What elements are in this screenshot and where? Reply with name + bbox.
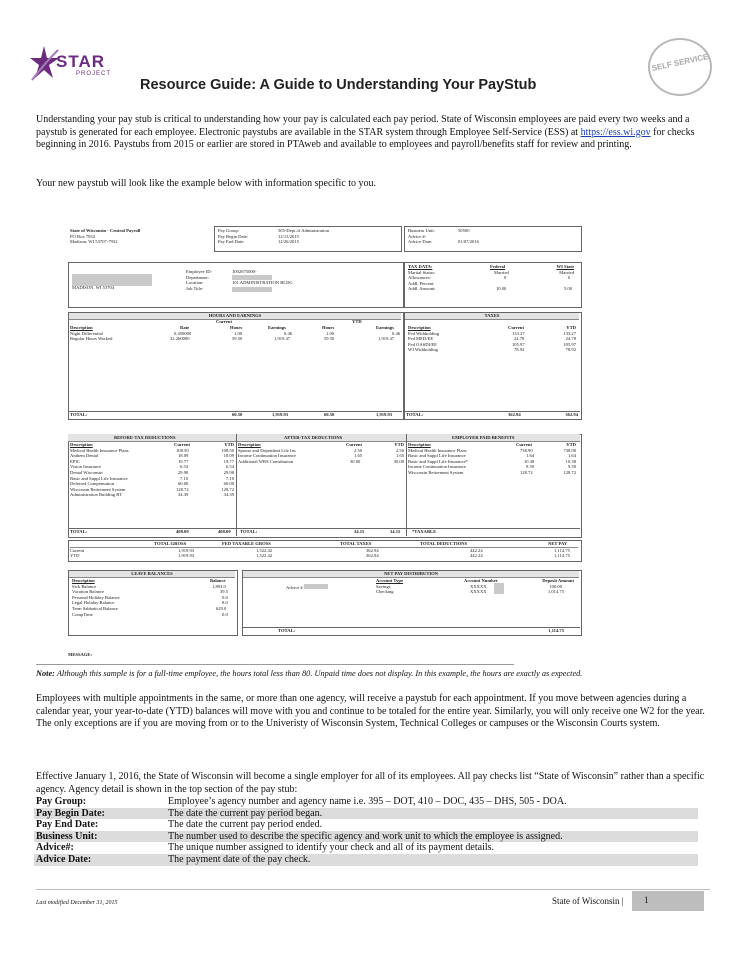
definition-term: Advice Date: (34, 854, 166, 866)
tax-line: Fed MED/EE 24.78 24.78 (408, 336, 576, 342)
hours-current-label: Current (216, 319, 232, 324)
deduction-row: Dental Wisconsin 29.98 29.98 (70, 469, 234, 475)
col-hours: Hours (230, 325, 243, 330)
benefit-row: Wisconsin Retirement System 128.72 128.72 (408, 469, 576, 475)
hours-earnings-title: HOURS AND EARNINGS (69, 313, 401, 320)
before-tax-table: Description Current YTD Medical Health Insurance Plans 108.50 108.50 Anthem Dental 18.09 18.09 EPIC 19.77 19.77 Vision Insurance 6.54 6.54 Dental Wisconsin 29.98 29.98 Basic and Suppl Life Insurance 7.10 7.10 Deferred Compensation 60.00 60.00 Wisconsin Retirement System 128.72 128.72 Administration Building BT 34.39 34.39 (70, 442, 234, 498)
intro-paragraph-2: Your new paystub will look like the example below with information specific to you. (36, 178, 377, 189)
bu-values (458, 228, 479, 245)
col-ytd-earnings: Earnings (376, 325, 394, 330)
employee-labels (186, 269, 212, 291)
definition-row (34, 808, 698, 820)
label-location: Location: (186, 280, 204, 286)
col-earnings: Earnings (268, 325, 286, 330)
summary-table: TOTAL GROSS FED TAXABLE GROSS TOTAL TAXES TOTAL DEDUCTIONS NET PAY Current 1,919.93 1,522.42 362.94 442.24 1,114.75 YTD 1,919.93 1,522.42 362.94 442.24 1,114.75 (70, 541, 578, 559)
paystub-sample (66, 222, 582, 662)
tax-line: Fed OASDI/EE 105.97 105.97 (408, 341, 576, 347)
page-number-box (632, 891, 704, 911)
taxes-total-row: TOTAL: 362.94 362.94 (406, 412, 578, 417)
hours-table (70, 325, 400, 342)
distribution-row: Savings XXXXX 100.00 (376, 583, 562, 589)
note (36, 669, 582, 678)
deduction-row: Anthem Dental 18.09 18.09 (70, 453, 234, 459)
value-pay-group: 505-Dept of Administration (278, 228, 330, 233)
label-job-title: Job Title: (186, 285, 204, 291)
note-rule (36, 664, 514, 665)
deduction-row: Medical Health Insurance Plans 108.50 108.50 (70, 447, 234, 453)
tax-line: WI Withholding 78.92 78.92 (408, 347, 576, 353)
intro-text-1: Understanding your pay stub is critical to understanding how your pay is calculated each pay period. State of Wisconsin employees are paid every two weeks and a paystub is generated for each employee. Electronic paystubs are available in the STAR system through Employee Self-Service (ESS) at (36, 114, 690, 138)
tax-col-federal: Federal (490, 264, 506, 269)
label-business-unit: Business Unit: (408, 228, 435, 233)
tax-row: Marital Status: Married Married (408, 269, 574, 275)
value-business-unit: 50500 (458, 228, 470, 233)
value-pay-begin: 12/13/2015 (278, 233, 299, 239)
definition-desc: The unique number assigned to identify your check and all of its payment details. (168, 842, 495, 854)
deduction-row: Vision Insurance 6.54 6.54 (70, 464, 234, 470)
deduction-row: Basic and Suppl Life Insurance 7.10 7.10 (70, 475, 234, 481)
value-advice-date: 01/07/2016 (458, 239, 479, 245)
taxes-table: Description Current YTD Fed Withholding 133.27 133.27 Fed MED/EE 24.78 24.78 Fed OASDI/EE 105.97 105.97 WI Withholding 78.92 78.92 (408, 325, 576, 353)
deduction-row: Spouse and Dependent Life Ins 2.50 2.50 (238, 447, 404, 453)
logo-subtext: PROJECT (76, 71, 112, 77)
footer-modified: Last modified December 31, 2015 (36, 900, 118, 906)
benefit-row: Basic and Suppl Life Insurance 1.64 1.64 (408, 453, 576, 459)
employer-po: PO Box 7932 (70, 233, 96, 239)
value-location: 101 ADMINISTRATION BLDG (232, 280, 293, 286)
footer-org: State of Wisconsin | (552, 896, 624, 906)
tax-row: Addl. Amount: 10.00 5.00 (408, 286, 572, 292)
divider (236, 434, 237, 536)
leave-row: CompTime 0.0 (72, 611, 228, 617)
definition-desc: The date the current pay period began. (166, 808, 698, 820)
employer-paid-title: EMPLOYER PAID BENEFITS (452, 435, 515, 440)
before-tax-title: BEFORE-TAX DEDUCTIONS (114, 435, 176, 440)
benefit-row: Basic and Suppl Life Insurance* 10.38 10.38 (408, 458, 576, 464)
advice-label: Advice # (286, 585, 303, 590)
definition-term: Business Unit: (34, 831, 166, 843)
star-logo (30, 42, 120, 87)
definition-desc: The payment date of the pay check. (166, 854, 698, 866)
after-tax-table: Description Current YTD Spouse and Dependent Life Ins 2.50 2.50 Income Continuation Insurance 1.65 1.65 Additional WRS Contribution 30.00 30.00 (238, 442, 404, 464)
single-employer-paragraph: Effective January 1, 2016, the State of Wisconsin will become a single employer for all of its employees. All pay checks list “State of Wisconsin” rather than a specific agency. Agency detail is shown in the top section of the pay stub: (36, 771, 705, 795)
distribution-row: Checking XXXXX 1,014.75 (376, 589, 564, 595)
label-employee-id: Employee ID: (186, 269, 212, 274)
net-pay-table: Account Type Account Number Deposit Amount Savings XXXXX 100.00 Checking XXXXX 1,014.75 (376, 578, 578, 595)
tax-row: Addl. Percent: (408, 280, 435, 286)
definition-term: Advice#: (36, 842, 74, 854)
earnings-row: Night Differential 0.450000 1.00 0.46 1.00 0.46 (70, 330, 401, 336)
intro-text-2: for checks beginning in 2016. Paystubs from 2015 or earlier are stored in PTAweb and available to employees and payroll/benefits staff for review and printing. (36, 126, 695, 150)
hours-total-label: TOTAL: (70, 412, 88, 417)
definition-desc: The date the current pay period ended. (168, 819, 323, 831)
redacted-account (494, 583, 504, 594)
definition-desc: The number used to describe the specific agency and work unit to which the employee is assigned. (166, 831, 698, 843)
note-label: Note: (36, 669, 55, 678)
deduction-row: Deferred Compensation 60.00 60.00 (70, 481, 234, 487)
leave-row: Legal Holiday Balance 8.0 (72, 600, 228, 606)
employer-paid-table: Description Current YTD Medical Health Insurance Plans 738.90 738.90 Basic and Suppl Life Insurance 1.64 1.64 Basic and Suppl Life Insurance* 10.38 10.38 Income Continuation Insurance 9.50 9.50 Wisconsin Retirement System 128.72 128.72 (408, 442, 576, 475)
divider (406, 434, 407, 536)
logo-text: STAR (56, 52, 106, 71)
employer-city: Madison, WI 53707-7932 (70, 239, 118, 245)
label-advice-date: Advice Date: (408, 239, 433, 245)
employee-city: MADISON, WI 53704 (72, 285, 115, 290)
label-pay-group: Pay Group: (218, 228, 240, 233)
tax-data (408, 264, 578, 292)
leave-row: Vacation Balance 39.5 (72, 589, 229, 595)
earnings-row: Regular Hours Worked 32.260000 59.50 1,919.47 59.50 1,919.47 (70, 336, 395, 342)
benefit-row: Income Continuation Insurance 9.50 9.50 (408, 464, 576, 470)
tax-data-title: TAX DATA: (408, 264, 433, 269)
leave-table: Description Balance Sick Balance 1,893.0 Vacation Balance 39.5 Personal Holiday Balance 0.0 Legal Holiday Balance 8.0 Term Sabbatical Balance 629.0 CompTime 0.0 (72, 578, 232, 617)
employer-address (70, 228, 140, 245)
definition-row (34, 819, 698, 831)
page-title: Resource Guide: A Guide to Understanding Your PayStub (140, 77, 537, 93)
benefit-row: Medical Health Insurance Plans 738.90 738.90 (408, 447, 576, 453)
definition-row (34, 796, 698, 808)
value-employee-id: 1002675000- (232, 269, 257, 274)
col-rate: Rate (180, 325, 190, 330)
deduction-row: Administration Building BT 34.39 34.39 (70, 492, 234, 498)
pay-group-labels (218, 228, 248, 245)
tax-col-state: WI State (556, 264, 574, 269)
col-ytd-hours: Hours (322, 325, 335, 330)
leave-row: Term Sabbatical Balance 629.0 (72, 605, 227, 611)
page-number: 1 (644, 895, 649, 905)
label-department: Department: (186, 274, 209, 280)
pay-group-values (278, 228, 329, 245)
redacted-advice (304, 584, 328, 589)
note-text: Although this sample is for a full-time employee, the hours total less than 80. Unpaid time does not display. In this example, the hours are exactly as expected. (54, 669, 583, 678)
definition-desc: Employee’s agency number and agency name i.e. 395 – DOT, 410 – DOC, 435 – DHS, 505 - DOA. (168, 796, 567, 807)
redacted-title (232, 287, 272, 292)
tax-line: Fed Withholding 133.27 133.27 (408, 330, 576, 336)
definition-row (34, 854, 698, 866)
after-tax-title: AFTER-TAX DEDUCTIONS (284, 435, 343, 440)
col-description: Description (70, 325, 93, 330)
hours-total-row: TOTAL: 60.50 1,919.93 60.50 1,919.93 (68, 411, 402, 418)
net-pay-advice (286, 584, 328, 591)
deduction-row: Additional WRS Contribution 30.00 30.00 (238, 458, 404, 464)
deductions-total-row: TOTAL: 408.09 408.09 TOTAL: 34.15 34.15 *TAXABLE (68, 528, 580, 536)
value-pay-end: 12/26/2015 (278, 239, 299, 245)
deduction-row: EPIC 19.77 19.77 (70, 458, 234, 464)
intro-paragraph (36, 114, 708, 152)
definition-row (34, 842, 698, 854)
ess-link[interactable]: https://ess.wi.gov (580, 126, 651, 138)
net-pay-total-row: TOTAL: 1,114.75 (242, 627, 580, 634)
self-service-stamp (648, 38, 712, 96)
leave-row: Sick Balance 1,893.0 (72, 583, 226, 589)
bu-labels (408, 228, 435, 245)
message-label: MESSAGE: (68, 652, 92, 657)
definition-term: Pay Group: (36, 796, 87, 807)
stamp-text: SELF SERVICE (650, 52, 710, 73)
definition-row (34, 831, 698, 843)
employer-name: State of Wisconsin - Central Payroll (70, 228, 141, 233)
definition-term: Pay Begin Date: (34, 808, 166, 820)
tax-row: Allowances: 0 0 (408, 275, 570, 281)
leave-title: LEAVE BALANCES (69, 571, 235, 578)
label-pay-end: Pay End Date: (218, 239, 245, 245)
redacted-dept (232, 275, 272, 280)
multiple-appointments-paragraph: Employees with multiple appointments in the same, or more than one agency, will receive a paystub for each appointment. If you move between agencies during a calendar year, your year-to-date (YTD) balances will move with you and continue to be totaled for the entire year. Similarly, you will only receive one W2 for the year. The only exceptions are if you are moving from or to the Univeristy of Wisconsin System, Technical Colleges or campuses or the Wisconsin Courts system. (36, 693, 705, 729)
net-pay-title: NET PAY DISTRIBUTION (243, 571, 579, 578)
label-pay-begin: Pay Begin Date: (218, 233, 249, 239)
hours-ytd-label: YTD (352, 319, 362, 324)
definitions-table (34, 796, 698, 866)
deduction-row: Wisconsin Retirement System 128.72 128.72 (70, 486, 234, 492)
deduction-row: Income Continuation Insurance 1.65 1.65 (238, 453, 404, 459)
footer-rule (36, 889, 710, 890)
definition-term: Pay End Date: (36, 819, 99, 831)
label-advice: Advice #: (408, 233, 426, 239)
taxes-title: TAXES (405, 313, 579, 320)
summary-row: Current 1,919.93 1,522.42 362.94 442.24 1,114.75 (70, 547, 570, 553)
leave-row: Personal Holiday Balance 0.0 (72, 594, 228, 600)
summary-row: YTD 1,919.93 1,522.42 362.94 442.24 1,114.75 (70, 553, 570, 559)
